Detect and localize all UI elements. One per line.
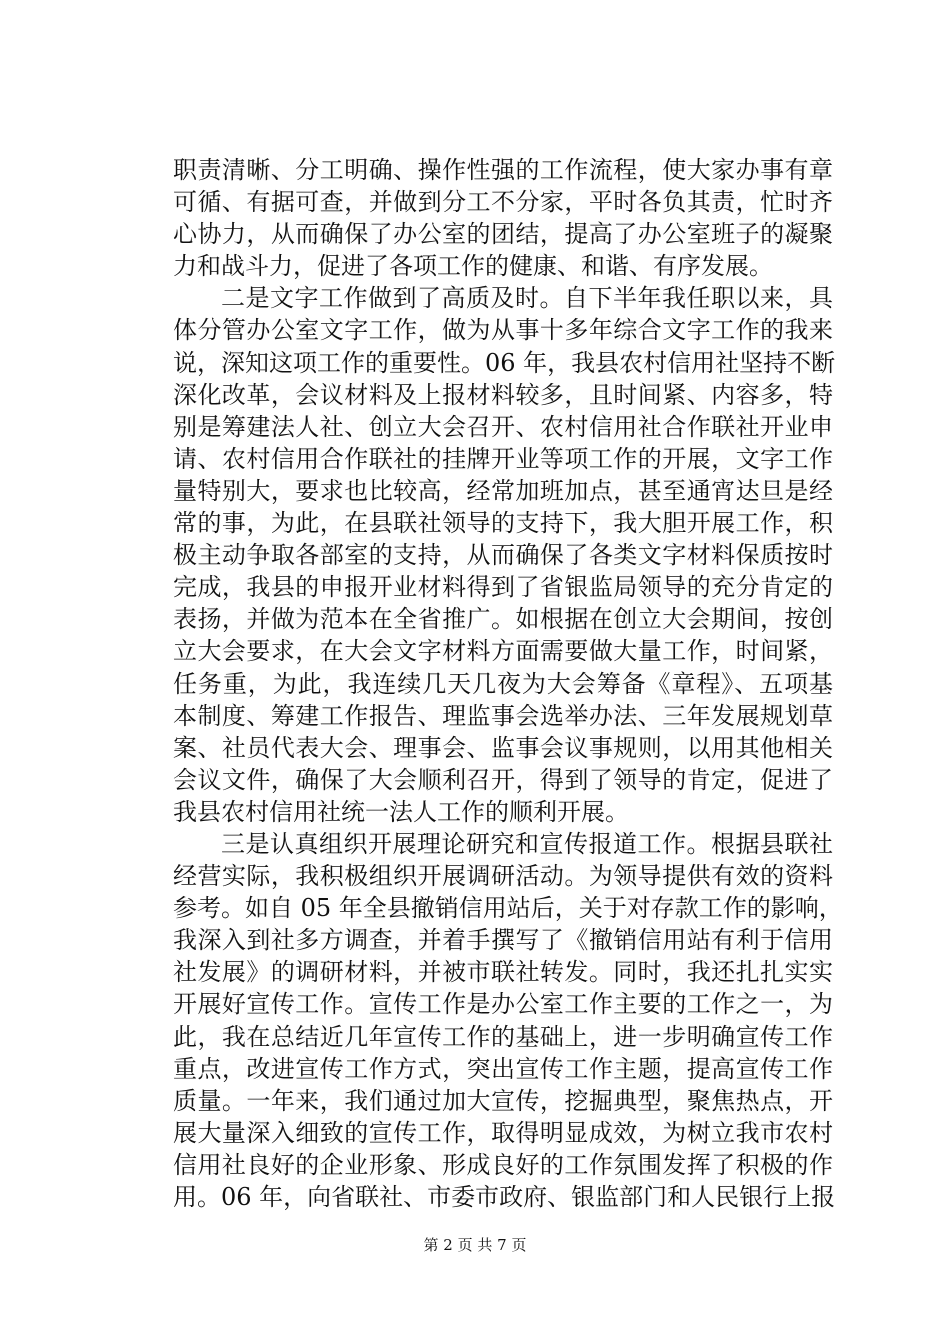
text-line: 说，深知这项工作的重要性。06 年，我县农村信用社坚持不断 bbox=[173, 348, 836, 377]
text-line: 我深入到社多方调查，并着手撰写了《撤销信用站有利于信用 bbox=[173, 926, 833, 955]
text-line: 立大会要求，在大会文字材料方面需要做大量工作，时间紧， bbox=[173, 637, 833, 666]
text-line: 用。06 年，向省联社、市委市政府、银监部门和人民银行上报 bbox=[173, 1183, 836, 1211]
paragraph bbox=[173, 828, 843, 1213]
text-line: 任务重，为此，我连续几天几夜为大会筹备《章程》、五项基 bbox=[173, 669, 833, 698]
text-line: 我县农村信用社统一法人工作的顺利开展。 bbox=[173, 797, 629, 826]
text-line: 体分管办公室文字工作，做为从事十多年综合文字工作的我来 bbox=[173, 316, 833, 345]
text-line: 三是认真组织开展理论研究和宣传报道工作。根据县联社 bbox=[221, 829, 833, 858]
document-body bbox=[173, 154, 843, 1213]
text-line: 重点，改进宣传工作方式，突出宣传工作主题，提高宣传工作 bbox=[173, 1054, 833, 1083]
text-line: 开展好宣传工作。宣传工作是办公室工作主要的工作之一，为 bbox=[173, 990, 833, 1019]
text-line: 深化改革，会议材料及上报材料较多，且时间紧、内容多，特 bbox=[173, 380, 833, 409]
text-line: 极主动争取各部室的支持，从而确保了各类文字材料保质按时 bbox=[173, 541, 833, 570]
paragraph bbox=[173, 282, 836, 828]
text-line: 职责清晰、分工明确、操作性强的工作流程，使大家办事有章 bbox=[173, 156, 833, 184]
text-line: 会议文件，确保了大会顺利召开，得到了领导的肯定，促进了 bbox=[173, 765, 833, 794]
text-line: 请、农村信用合作联社的挂牌开业等项工作的开展，文字工作 bbox=[173, 444, 833, 473]
text-line: 质量。一年来，我们通过加大宣传，挖掘典型，聚焦热点，开 bbox=[173, 1086, 833, 1115]
text-line: 可循、有据可查，并做到分工不分家，平时各负其责，忙时齐 bbox=[173, 188, 833, 217]
text-line: 本制度、筹建工作报告、理监事会选举办法、三年发展规划草 bbox=[173, 701, 833, 730]
page-number-footer: 第 2 页 共 7 页 bbox=[423, 1236, 527, 1254]
paragraph bbox=[173, 154, 833, 282]
text-line: 信用社良好的企业形象、形成良好的工作氛围发挥了积极的作 bbox=[173, 1150, 833, 1179]
text-line: 参考。如自 05 年全县撤销信用站后，关于对存款工作的影响， bbox=[173, 894, 843, 923]
text-line: 别是筹建法人社、创立大会召开、农村信用社合作联社开业申 bbox=[173, 412, 833, 441]
text-line: 此，我在总结近几年宣传工作的基础上，进一步明确宣传工作 bbox=[173, 1022, 833, 1051]
text-line: 表扬，并做为范本在全省推广。如根据在创立大会期间，按创 bbox=[173, 605, 833, 634]
text-line: 量特别大，要求也比较高，经常加班加点，甚至通宵达旦是经 bbox=[173, 476, 833, 505]
text-line: 社发展》的调研材料，并被市联社转发。同时，我还扎扎实实 bbox=[173, 958, 833, 987]
text-line: 常的事，为此，在县联社领导的支持下，我大胆开展工作，积 bbox=[173, 509, 833, 538]
text-line: 二是文字工作做到了高质及时。自下半年我任职以来，具 bbox=[221, 284, 833, 313]
text-line: 经营实际，我积极组织开展调研活动。为领导提供有效的资料 bbox=[173, 862, 833, 891]
text-line: 案、社员代表大会、理事会、监事会议事规则，以用其他相关 bbox=[173, 733, 833, 762]
text-line: 完成，我县的申报开业材料得到了省银监局领导的充分肯定的 bbox=[173, 573, 833, 602]
text-line: 力和战斗力，促进了各项工作的健康、和谐、有序发展。 bbox=[173, 252, 773, 281]
text-line: 展大量深入细致的宣传工作，取得明显成效，为树立我市农村 bbox=[173, 1118, 833, 1147]
text-line: 心协力，从而确保了办公室的团结，提高了办公室班子的凝聚 bbox=[173, 220, 833, 249]
